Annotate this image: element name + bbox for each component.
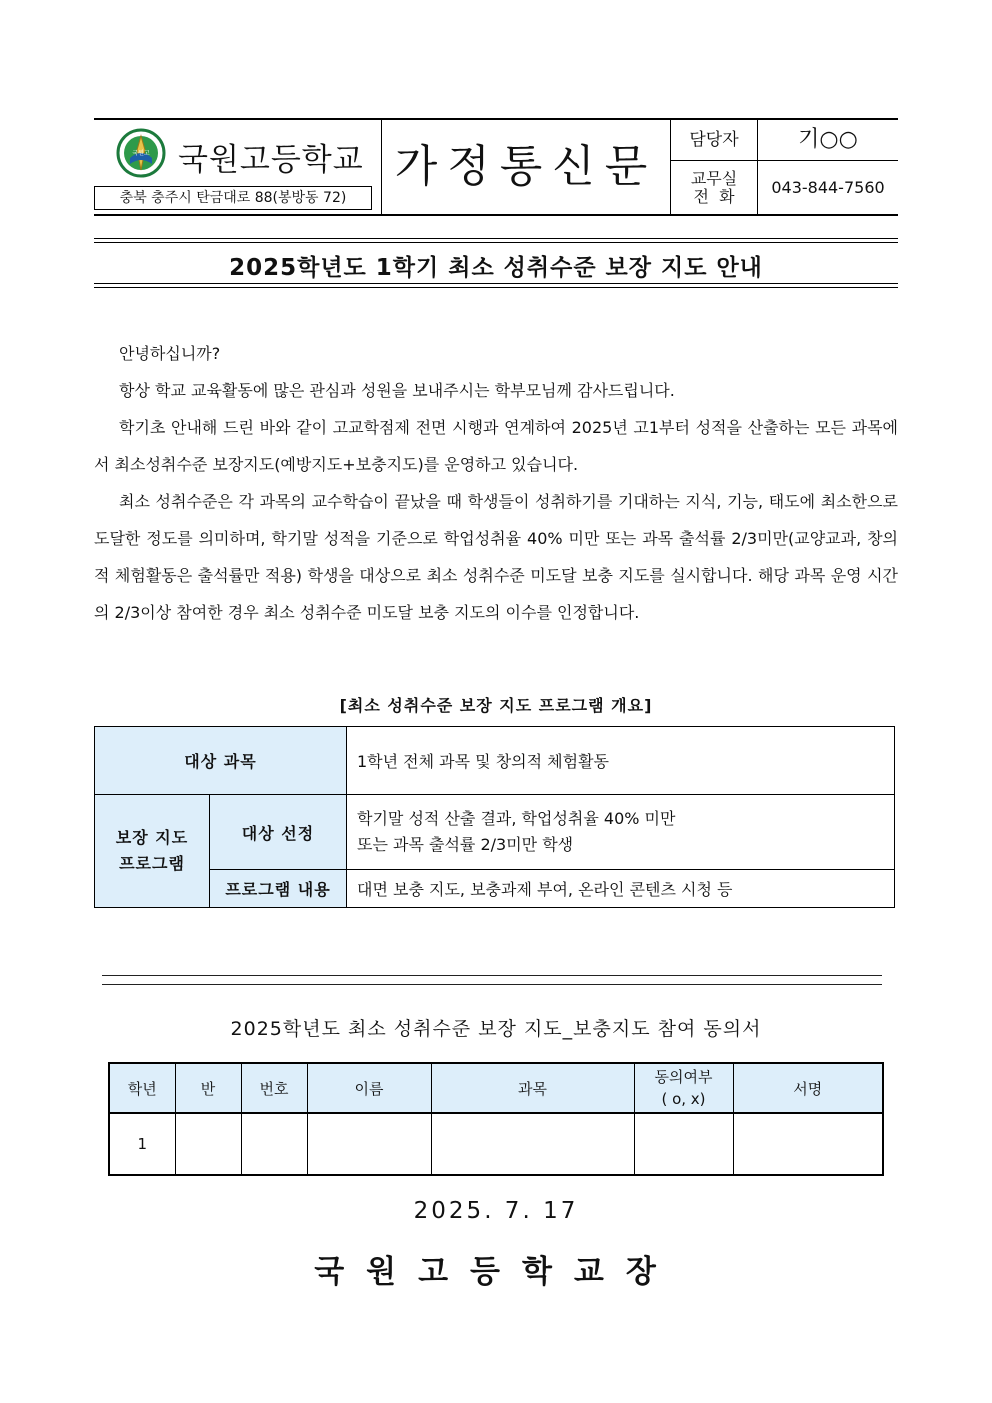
intro-paragraph: 학기초 안내해 드린 바와 같이 고교학점제 전면 시행과 연계하여 2025년 고1부터 성적을 산출하는 모든 과목에서 최소성취수준 보장지도(예방지도+보충지도)를 운영하고 있습니다. bbox=[94, 418, 898, 474]
agree-header-line1: 동의여부 bbox=[654, 1068, 713, 1086]
agree-header-line2: ( o, x) bbox=[661, 1090, 706, 1108]
grade-header: 학년 bbox=[109, 1063, 175, 1113]
thanks-paragraph: 항상 학교 교육활동에 많은 관심과 성원을 보내주시는 학부모님께 감사드립니다. bbox=[119, 381, 675, 400]
agree-header bbox=[634, 1063, 733, 1113]
number-header: 번호 bbox=[241, 1063, 307, 1113]
name-cell[interactable] bbox=[307, 1113, 431, 1175]
program-caption: [최소 성취수준 보장 지도 프로그램 개요] bbox=[339, 696, 653, 715]
letter-header bbox=[94, 118, 898, 216]
letter-body bbox=[94, 335, 898, 631]
selection-value bbox=[347, 795, 895, 870]
program-label-line1: 보장 지도 bbox=[115, 828, 189, 847]
school-address: 충북 충주시 탄금대로 88(봉방동 72) bbox=[94, 186, 372, 210]
selection-line1: 학기말 성적 산출 결과, 학업성취율 40% 미만 bbox=[357, 809, 676, 828]
grade-cell: 1 bbox=[109, 1113, 175, 1175]
consent-title: 2025학년도 최소 성취수준 보장 지도_보충지도 참여 동의서 bbox=[230, 1018, 762, 1040]
selection-line2: 또는 과목 출석률 2/3미만 학생 bbox=[357, 835, 574, 854]
consent-table bbox=[108, 1062, 884, 1176]
doc-type-title: 가정통신문 bbox=[382, 120, 671, 214]
manager-label: 담당자 bbox=[671, 120, 758, 160]
target-subject-label: 대상 과목 bbox=[95, 727, 347, 795]
manager-value: 기○○ bbox=[798, 127, 858, 152]
cut-line-divider bbox=[102, 975, 882, 985]
program-label-line2: 프로그램 bbox=[119, 854, 185, 873]
phone-value: 043-844-7560 bbox=[771, 178, 885, 197]
program-row-content bbox=[95, 870, 895, 908]
class-cell[interactable] bbox=[175, 1113, 241, 1175]
issue-date: 2025. 7. 17 bbox=[413, 1198, 579, 1224]
consent-entry-row bbox=[109, 1113, 883, 1175]
consent-header-row bbox=[109, 1063, 883, 1113]
document-title: 2025학년도 1학기 최소 성취수준 보장 지도 안내 bbox=[229, 255, 763, 281]
logo-text: 국원고 bbox=[132, 150, 150, 157]
number-cell[interactable] bbox=[241, 1113, 307, 1175]
manager-row bbox=[671, 120, 898, 161]
greeting-paragraph: 안녕하십니까? bbox=[119, 344, 221, 363]
phone-label-line2: 전 화 bbox=[693, 186, 735, 206]
phone-row bbox=[671, 161, 898, 214]
program-row-selection bbox=[95, 795, 895, 870]
school-logo-icon bbox=[116, 128, 166, 178]
signature-cell[interactable] bbox=[733, 1113, 883, 1175]
content-label: 프로그램 내용 bbox=[210, 870, 347, 908]
principal-signature-line: 국원고등학교장 bbox=[314, 1254, 678, 1290]
phone-label-line1: 교무실 bbox=[690, 168, 738, 188]
selection-label: 대상 선정 bbox=[210, 795, 347, 870]
agree-cell[interactable] bbox=[634, 1113, 733, 1175]
subject-header: 과목 bbox=[431, 1063, 634, 1113]
contact-block bbox=[671, 120, 898, 214]
definition-paragraph: 최소 성취수준은 각 과목의 교수학습이 끝났을 때 학생들이 성취하기를 기대하는 지식, 기능, 태도에 최소한으로 도달한 정도를 의미하며, 학기말 성적을 기준으로 학업성취율 40% 미만 또는 과목 출석률 2/3미만(교양교과, 창의적 체험활동은 출석률만 적용) 학생을 대상으로 최소 성취수준 미도달 보충 지도를 실시합니다. 해당 과목 운영 시간의 2/3이상 참여한 경우 최소 성취수준 미도달 보충 지도의 이수를 인정합니다. bbox=[94, 492, 898, 622]
school-block bbox=[94, 120, 382, 214]
program-table bbox=[94, 726, 895, 908]
signature-header: 서명 bbox=[733, 1063, 883, 1113]
title-box bbox=[94, 238, 898, 288]
phone-label bbox=[671, 161, 758, 214]
school-name: 국원고등학교 bbox=[178, 142, 364, 178]
program-label bbox=[95, 795, 210, 908]
program-row-target bbox=[95, 727, 895, 795]
content-value: 대면 보충 지도, 보충과제 부여, 온라인 콘텐츠 시청 등 bbox=[347, 870, 895, 908]
name-header: 이름 bbox=[307, 1063, 431, 1113]
subject-cell[interactable] bbox=[431, 1113, 634, 1175]
target-subject-value: 1학년 전체 과목 및 창의적 체험활동 bbox=[347, 727, 895, 795]
class-header: 반 bbox=[175, 1063, 241, 1113]
